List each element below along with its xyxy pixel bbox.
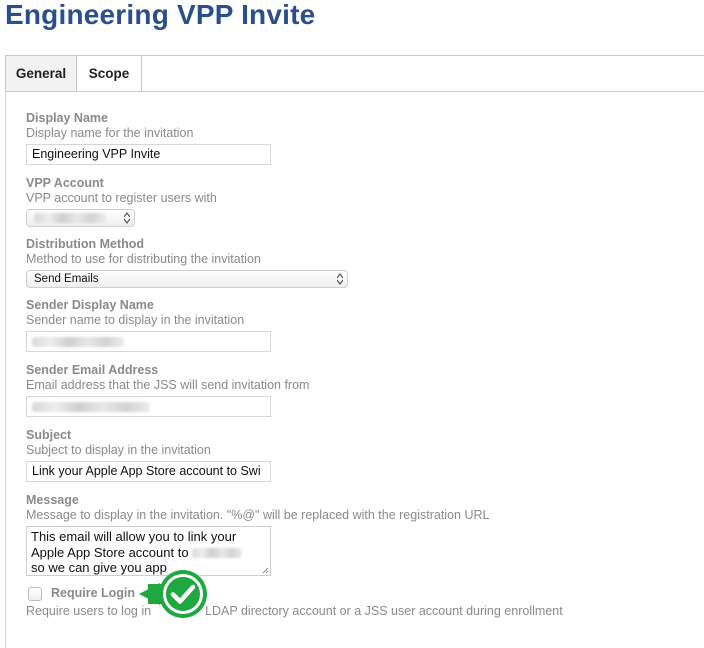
distribution-method-value: Send Emails (34, 273, 99, 285)
redacted-value (32, 402, 150, 412)
sender-email-description: Email address that the JSS will send invitation from (26, 378, 310, 392)
require-login-checkbox[interactable] (28, 587, 42, 601)
display-name-description: Display name for the invitation (26, 126, 194, 140)
message-description: Message to display in the invitation. "%@" will be replaced with the registration URL (26, 508, 490, 522)
subject-description: Subject to display in the invitation (26, 443, 211, 457)
tab-general[interactable]: General (5, 56, 77, 91)
display-name-label: Display Name (26, 111, 108, 125)
sender-display-name-input[interactable] (26, 331, 271, 352)
distribution-method-section (26, 237, 261, 267)
sender-email-section (26, 363, 309, 393)
subject-label: Subject (26, 428, 72, 442)
redacted-value (192, 548, 242, 558)
subject-input[interactable]: Link your Apple App Store account to Swi (26, 461, 271, 482)
display-name-section (26, 111, 193, 141)
sender-display-name-description: Sender name to display in the invitation (26, 313, 245, 327)
redacted-value (32, 337, 124, 347)
resize-handle-icon[interactable] (262, 567, 269, 574)
sender-email-label: Sender Email Address (26, 363, 159, 377)
require-login-description: Require users to log in LDAP directory account or a JSS user account during enrollment (26, 604, 563, 618)
up-down-arrows-icon (337, 273, 343, 285)
distribution-method-select[interactable] (26, 270, 348, 288)
tab-bar (5, 55, 704, 92)
display-name-input[interactable]: Engineering VPP Invite (26, 144, 271, 165)
distribution-method-description: Method to use for distributing the invitation (26, 252, 261, 266)
message-line: so we can give you app (31, 560, 167, 575)
page-title: Engineering VPP Invite (5, 0, 316, 30)
up-down-arrows-icon (124, 212, 130, 224)
redacted-value (34, 213, 106, 223)
sender-display-name-label: Sender Display Name (26, 298, 154, 312)
message-line: This email will allow you to link your (31, 529, 237, 544)
vpp-account-label: VPP Account (26, 176, 104, 190)
green-checkmark-callout-icon (138, 570, 212, 622)
sender-email-input[interactable] (26, 396, 271, 417)
general-form (5, 91, 704, 648)
require-login-label[interactable]: Require Login (51, 586, 136, 600)
message-line: Apple App Store account to (31, 545, 266, 561)
subject-section (26, 428, 211, 458)
message-label: Message (26, 493, 79, 507)
vpp-account-select[interactable] (26, 209, 135, 227)
vpp-account-section (26, 176, 217, 206)
message-textarea[interactable] (26, 526, 271, 576)
tab-scope[interactable]: Scope (77, 56, 142, 91)
vpp-account-description: VPP account to register users with (26, 191, 217, 205)
sender-display-name-section (26, 298, 244, 328)
message-section (26, 493, 489, 523)
distribution-method-label: Distribution Method (26, 237, 145, 251)
